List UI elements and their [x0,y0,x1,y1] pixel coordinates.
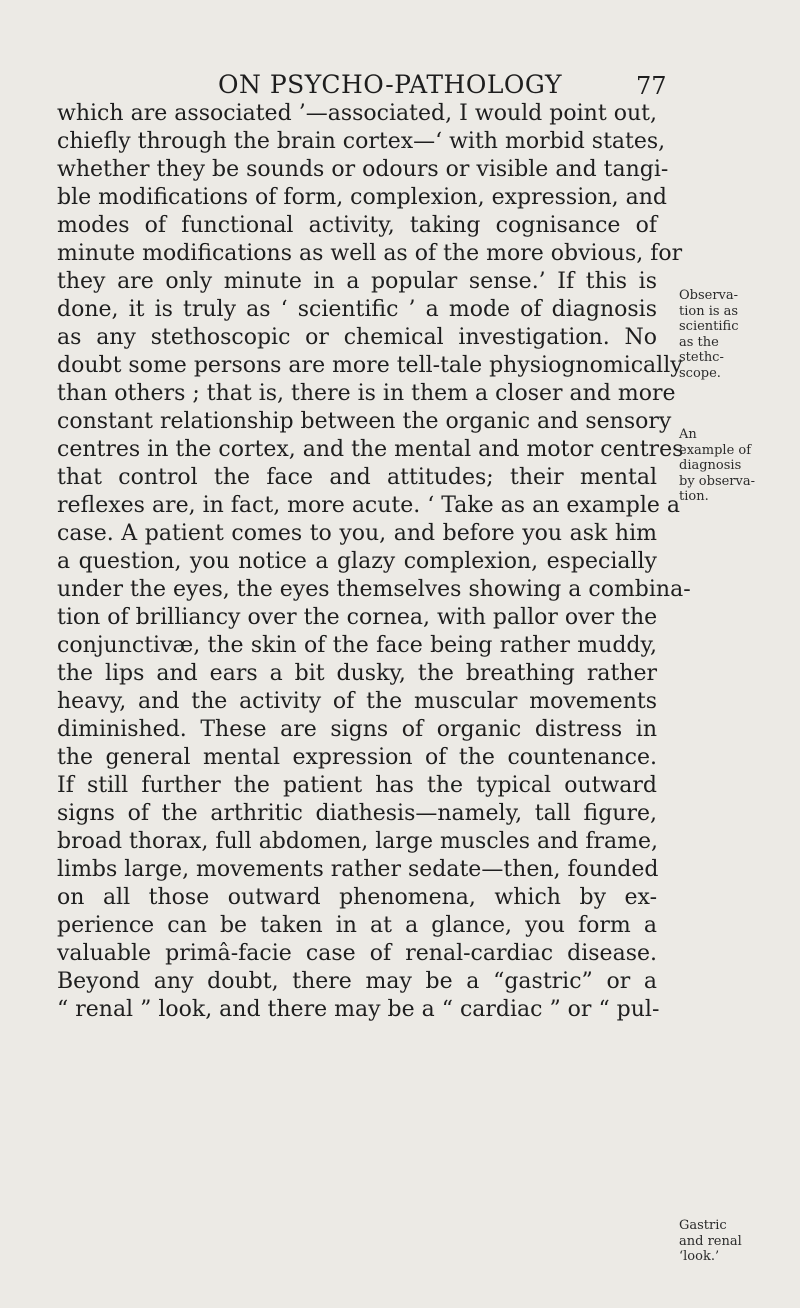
text-line: as any stethoscopic or chemical investigation. No [57,325,657,350]
margin-note-line: Gastric [679,1218,727,1233]
margin-note-line: example of [679,442,752,458]
text-line: under the eyes, the eyes themselves showing a combina- [57,577,691,602]
text-line: limbs large, movements rather sedate—then, founded [57,857,659,882]
text-line: broad thorax, full abdomen, large muscles and frame, [57,829,659,854]
text-line: which are associated ’—associated, I would point out, [57,101,657,126]
text-line: “ renal ” look, and there may be a “ cardiac ” or “ pul- [57,997,660,1022]
margin-note-line: tion. [679,489,709,504]
text-line: than others ; that is, there is in them a closer and more [57,381,676,406]
text-line: whether they be sounds or odours or visible and tangi- [57,157,669,182]
margin-note-line: tion is as [679,303,739,319]
text-line: conjunctivæ, the skin of the face being rather muddy, [57,633,657,658]
text-line: that control the face and attitudes; their mental [57,465,657,490]
text-line: the general mental expression of the countenance. [57,745,657,770]
text-line: perience can be taken in at a glance, you form a [57,913,657,938]
text-line: ble modifications of form, complexion, expression, and [57,185,668,210]
text-line: modes of functional activity, taking cognisance of [57,213,657,238]
margin-note-line: ‘look.’ [679,1249,720,1264]
text-line: minute modifications as well as of the more obvious, for [57,241,683,266]
text-line: constant relationship between the organic and sensory [57,409,672,434]
margin-note-line: as the [679,334,719,350]
text-line: signs of the arthritic diathesis—namely, tall figure, [57,801,657,826]
text-line: they are only minute in a popular sense.’ If this is [57,269,657,294]
text-line: the lips and ears a bit dusky, the breathing rather [57,661,657,686]
text-line: diminished. These are signs of organic distress in [57,717,657,742]
text-line: done, it is truly as ‘ scientific ’ a mode of diagnosis [57,297,657,322]
text-line: heavy, and the activity of the muscular movements [57,689,657,714]
running-head-title: ON PSYCHO-PATHOLOGY [218,70,562,99]
margin-note-line: by observa- [679,473,756,489]
text-line: Beyond any doubt, there may be a “gastric” or a [57,969,657,994]
text-line: reflexes are, in fact, more acute. ‘ Take as an example a [57,493,681,518]
margin-note-observation [679,288,797,381]
margin-note-line: Observa- [679,288,739,303]
text-line: on all those outward phenomena, which by ex- [57,885,657,910]
text-line: If still further the patient has the typical outward [57,773,657,798]
text-line: tion of brilliancy over the cornea, with pallor over the [57,605,658,630]
margin-note-line: and renal [679,1233,742,1249]
page-number: 77 [636,72,667,100]
margin-note-example [679,427,797,505]
text-line: centres in the cortex, and the mental and motor centres [57,437,684,462]
text-line: a question, you notice a glazy complexion, especially [57,549,657,574]
text-line: doubt some persons are more tell-tale physiognomically [57,353,683,378]
body-text [57,100,691,1024]
margin-note-line: An [679,427,697,442]
text-line: case. A patient comes to you, and before you ask him [57,521,657,546]
text-line: valuable primâ-facie case of renal-cardiac disease. [57,941,657,966]
margin-note-line: scientific [679,319,739,334]
margin-note-line: diagnosis [679,458,742,473]
margin-note-line: stethc- [679,350,724,365]
text-line: chiefly through the brain cortex—‘ with morbid states, [57,129,666,154]
margin-note-line: scope. [679,365,721,381]
margin-note-gastric [679,1218,797,1265]
